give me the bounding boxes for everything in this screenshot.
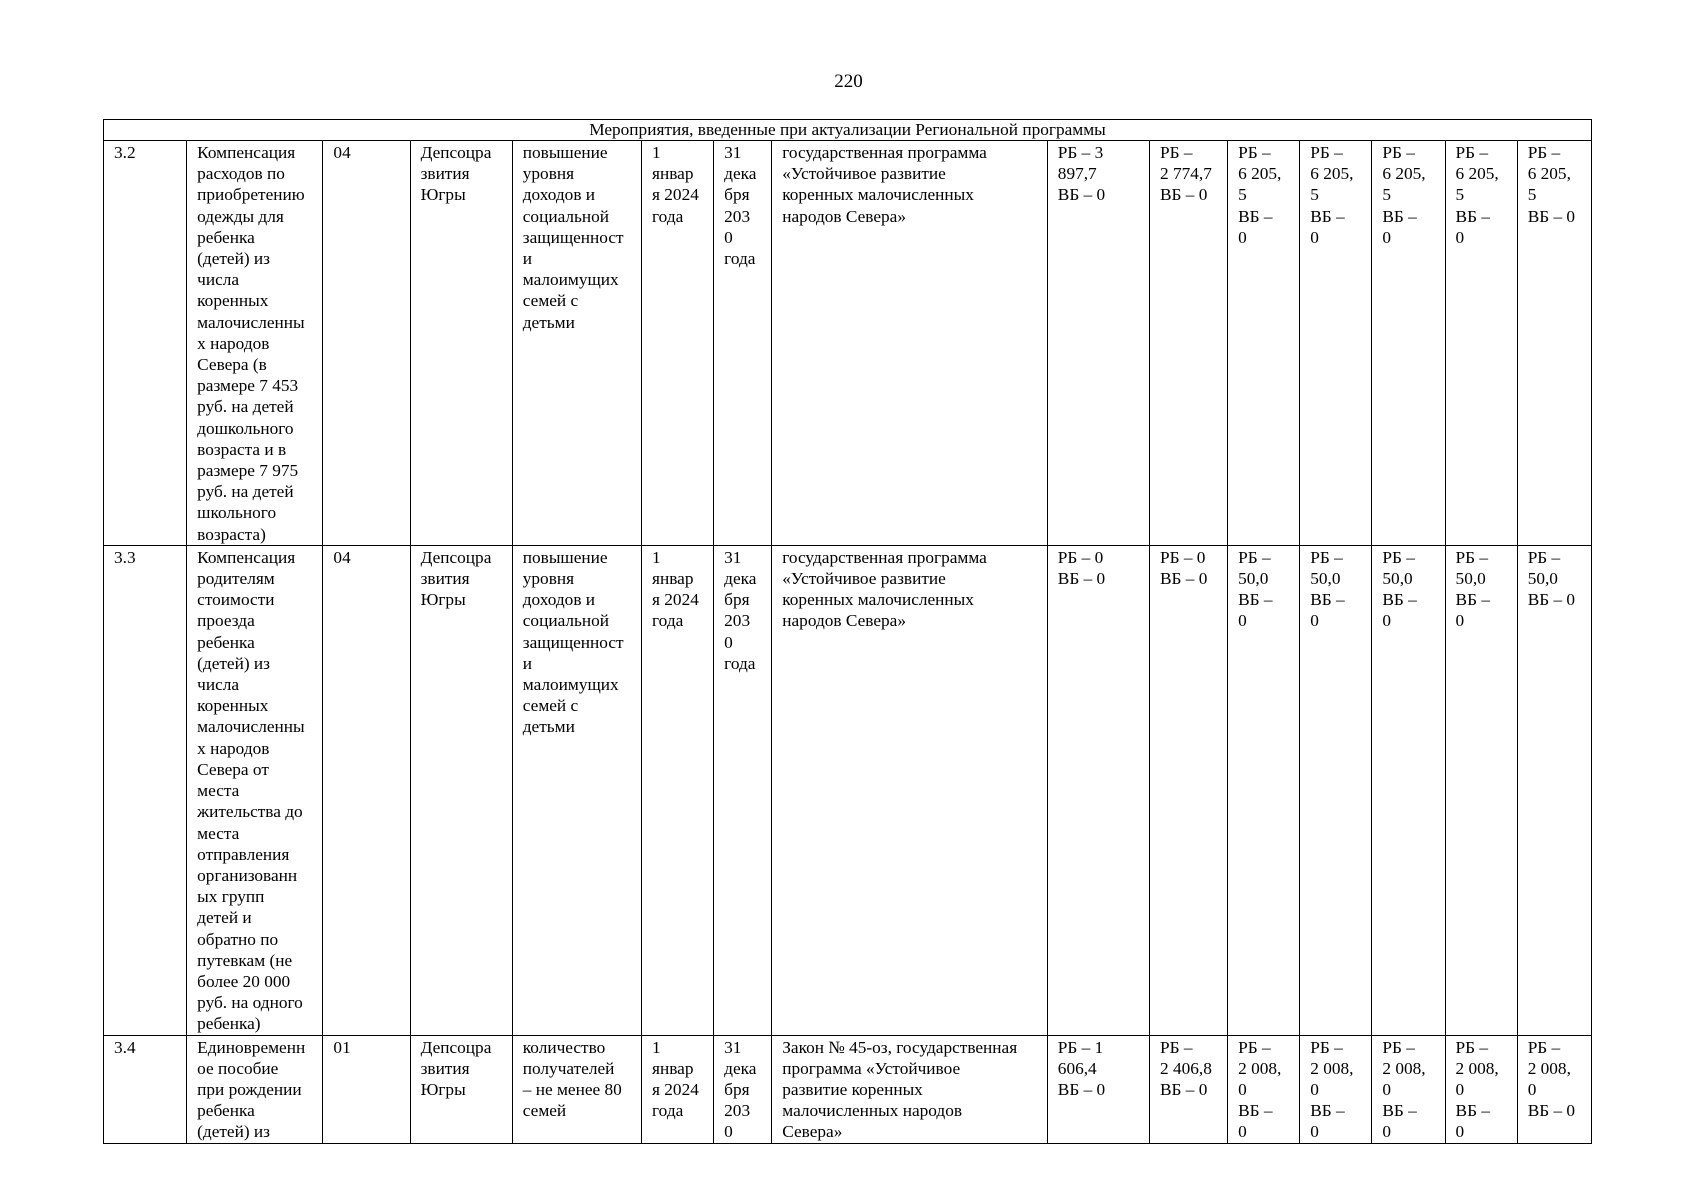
expected-result: повышение уровня доходов и социальной защищенност и малоимущих семей с детьми — [512, 545, 641, 1035]
table-row — [104, 1035, 1592, 1143]
funding-5: РБ – 2 008, 0 ВБ – 0 — [1372, 1035, 1445, 1143]
funding-2: РБ – 2 774,7 ВБ – 0 — [1149, 141, 1227, 546]
executor: Депсоцра звития Югры — [410, 141, 512, 546]
funding-5: РБ – 6 205, 5 ВБ – 0 — [1372, 141, 1445, 546]
expected-result: повышение уровня доходов и социальной защищенност и малоимущих семей с детьми — [512, 141, 641, 546]
start-date: 1 январ я 2024 года — [642, 545, 714, 1035]
funding-6: РБ – 2 008, 0 ВБ – 0 — [1445, 1035, 1517, 1143]
start-date: 1 январ я 2024 года — [642, 141, 714, 546]
measure-name: Единовременн ое пособие при рождении ребенка (детей) из — [187, 1035, 323, 1143]
row-code: 01 — [323, 1035, 410, 1143]
section-title: Мероприятия, введенные при актуализации Региональной программы — [104, 120, 1592, 141]
executor: Депсоцра звития Югры — [410, 545, 512, 1035]
funding-4: РБ – 2 008, 0 ВБ – 0 — [1300, 1035, 1372, 1143]
row-number: 3.2 — [104, 141, 187, 546]
funding-1: РБ – 1 606,4 ВБ – 0 — [1047, 1035, 1149, 1143]
row-number: 3.4 — [104, 1035, 187, 1143]
funding-3: РБ – 6 205, 5 ВБ – 0 — [1228, 141, 1300, 546]
funding-3: РБ – 2 008, 0 ВБ – 0 — [1228, 1035, 1300, 1143]
measure-name: Компенсация расходов по приобретению одежды для ребенка (детей) из числа коренных малочисленны х народов Севера (в размере 7 453 руб. на детей дошкольного возраста и в размере 7 975 руб. на детей школьного возраста) — [187, 141, 323, 546]
funding-6: РБ – 50,0 ВБ – 0 — [1445, 545, 1517, 1035]
end-date: 31 дека бря 203 0 года — [714, 141, 772, 546]
row-number: 3.3 — [104, 545, 187, 1035]
funding-4: РБ – 6 205, 5 ВБ – 0 — [1300, 141, 1372, 546]
table-row — [104, 141, 1592, 546]
legal-basis: Закон № 45-оз, государственная программа «Устойчивое развитие коренных малочисленных народов Севера» — [772, 1035, 1048, 1143]
funding-2: РБ – 2 406,8 ВБ – 0 — [1149, 1035, 1227, 1143]
expected-result: количество получателей – не менее 80 семей — [512, 1035, 641, 1143]
funding-7: РБ – 50,0 ВБ – 0 — [1517, 545, 1591, 1035]
funding-3: РБ – 50,0 ВБ – 0 — [1228, 545, 1300, 1035]
funding-1: РБ – 0 ВБ – 0 — [1047, 545, 1149, 1035]
funding-4: РБ – 50,0 ВБ – 0 — [1300, 545, 1372, 1035]
end-date: 31 дека бря 203 0 года — [714, 545, 772, 1035]
row-code: 04 — [323, 545, 410, 1035]
funding-5: РБ – 50,0 ВБ – 0 — [1372, 545, 1445, 1035]
funding-6: РБ – 6 205, 5 ВБ – 0 — [1445, 141, 1517, 546]
section-header-row — [104, 120, 1592, 141]
funding-7: РБ – 6 205, 5 ВБ – 0 — [1517, 141, 1591, 546]
executor: Депсоцра звития Югры — [410, 1035, 512, 1143]
legal-basis: государственная программа «Устойчивое развитие коренных малочисленных народов Севера» — [772, 141, 1048, 546]
program-measures-table — [103, 119, 1592, 1144]
funding-7: РБ – 2 008, 0 ВБ – 0 — [1517, 1035, 1591, 1143]
measure-name: Компенсация родителям стоимости проезда ребенка (детей) из числа коренных малочисленны х народов Севера от места жительства до места отправления организованн ых групп детей и обратно по путевкам (не более 20 000 руб. на одного ребенка) — [187, 545, 323, 1035]
end-date: 31 дека бря 203 0 — [714, 1035, 772, 1143]
row-code: 04 — [323, 141, 410, 546]
page-number: 220 — [834, 71, 863, 92]
funding-1: РБ – 3 897,7 ВБ – 0 — [1047, 141, 1149, 546]
funding-2: РБ – 0 ВБ – 0 — [1149, 545, 1227, 1035]
legal-basis: государственная программа «Устойчивое развитие коренных малочисленных народов Севера» — [772, 545, 1048, 1035]
start-date: 1 январ я 2024 года — [642, 1035, 714, 1143]
table-row — [104, 545, 1592, 1035]
